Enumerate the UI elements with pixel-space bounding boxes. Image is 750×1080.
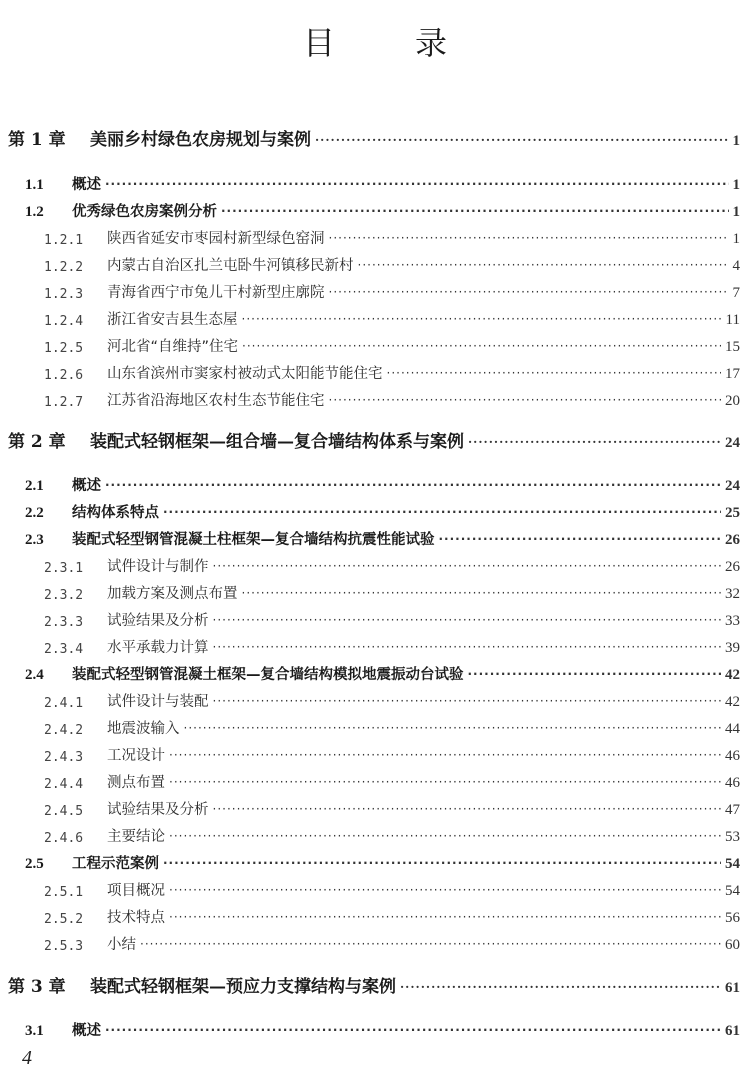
dot-leader: [400, 979, 721, 997]
toc-entry-number: 2.5: [25, 856, 44, 872]
toc-entry-page: 20: [725, 393, 740, 409]
dot-leader: [439, 531, 722, 549]
toc-entry-sub[interactable]: [0, 604, 740, 630]
toc-entry-number: 2.1: [25, 478, 44, 494]
toc-entry-page: 46: [725, 775, 740, 791]
toc-entry-sub[interactable]: [0, 631, 740, 657]
toc-entry-page: 15: [725, 339, 740, 355]
toc-entry-section[interactable]: [0, 168, 740, 194]
dot-leader: [169, 882, 721, 900]
toc-entry-number: 2.3.1: [44, 561, 84, 576]
toc-entry-section[interactable]: [0, 523, 740, 549]
toc-entry-title: 技术特点: [107, 910, 165, 926]
dot-leader: [213, 801, 722, 819]
toc-entry-title: 小结: [107, 937, 136, 953]
dot-leader: [329, 284, 729, 302]
toc-entry-sub[interactable]: [0, 793, 740, 819]
toc-entry-sub[interactable]: [0, 577, 740, 603]
toc-entry-title: 概述: [72, 1023, 101, 1039]
toc-entry-number: 2.4.3: [44, 750, 84, 765]
dot-leader: [184, 720, 722, 738]
toc-entry-title: 试件设计与制作: [107, 559, 209, 575]
page-number: 4: [22, 1047, 32, 1069]
toc-entry-chapter[interactable]: [0, 124, 740, 150]
dot-leader: [358, 257, 729, 275]
toc-entry-number: 2.2: [25, 505, 44, 521]
toc-entry-number: 2.4.4: [44, 777, 84, 792]
toc-entry-number: 1.2.2: [44, 260, 84, 275]
dot-leader: [169, 828, 721, 846]
toc-entry-page: 42: [725, 694, 740, 710]
toc-entry-page: 7: [732, 285, 740, 301]
dot-leader: [213, 558, 722, 576]
toc-entry-page: 24: [725, 478, 740, 494]
toc-entry-page: 1: [732, 133, 740, 149]
toc-entry-page: 4: [732, 258, 740, 274]
toc-entry-section[interactable]: [0, 496, 740, 522]
toc-entry-page: 25: [725, 505, 740, 521]
dot-leader: [105, 176, 729, 194]
toc-entry-number: 1.2.4: [44, 314, 84, 329]
toc-entry-page: 44: [725, 721, 740, 737]
toc-entry-title: 陕西省延安市枣园村新型绿色窑洞: [107, 231, 325, 247]
toc-entry-sub[interactable]: [0, 249, 740, 275]
toc-entry-number: 2.4: [25, 667, 44, 683]
toc-entry-number: 1.2.5: [44, 341, 84, 356]
toc-entry-sub[interactable]: [0, 303, 740, 329]
toc-entry-sub[interactable]: [0, 874, 740, 900]
toc-entry-chapter[interactable]: [0, 971, 740, 997]
toc-entry-section[interactable]: [0, 195, 740, 221]
toc-entry-title: 主要结论: [107, 829, 165, 845]
toc-entry-page: 56: [725, 910, 740, 926]
dot-leader: [387, 365, 722, 383]
toc-entry-title: 项目概况: [107, 883, 165, 899]
toc-entry-sub[interactable]: [0, 276, 740, 302]
toc-entry-title: 江苏省沿海地区农村生态节能住宅: [107, 393, 325, 409]
dot-leader: [169, 909, 721, 927]
toc-entry-number: 第 1 章: [8, 130, 66, 150]
toc-entry-title: 山东省滨州市窦家村被动式太阳能节能住宅: [107, 366, 383, 382]
dot-leader: [163, 855, 721, 873]
toc-entry-section[interactable]: [0, 847, 740, 873]
dot-leader: [468, 434, 721, 452]
toc-entry-number: 2.5.1: [44, 885, 84, 900]
toc-entry-page: 60: [725, 937, 740, 953]
toc-entry-title: 地震波输入: [107, 721, 180, 737]
toc-entry-title: 工况设计: [107, 748, 165, 764]
toc-entry-title: 结构体系特点: [72, 505, 159, 521]
toc-entry-number: 第 3 章: [8, 977, 66, 997]
toc-entry-page: 11: [725, 312, 740, 328]
toc-entry-sub[interactable]: [0, 901, 740, 927]
toc-entry-title: 概述: [72, 177, 101, 193]
toc-entry-title: 内蒙古自治区扎兰屯卧牛河镇移民新村: [107, 258, 354, 274]
toc-entry-section[interactable]: [0, 469, 740, 495]
toc-entry-number: 2.3.3: [44, 615, 84, 630]
toc-entry-number: 第 2 章: [8, 432, 66, 452]
toc-entry-chapter[interactable]: [0, 426, 740, 452]
dot-leader: [163, 504, 721, 522]
toc-entry-page: 61: [725, 1023, 740, 1039]
toc-entry-page: 54: [725, 856, 740, 872]
toc-entry-title: 测点布置: [107, 775, 165, 791]
toc-entry-section[interactable]: [0, 658, 740, 684]
toc-entry-page: 17: [725, 366, 740, 382]
toc-entry-sub[interactable]: [0, 712, 740, 738]
toc-entry-number: 2.3.2: [44, 588, 84, 603]
toc-entry-number: 2.4.6: [44, 831, 84, 846]
toc-entry-number: 2.4.1: [44, 696, 84, 711]
toc-entry-page: 47: [725, 802, 740, 818]
toc-entry-number: 2.5.3: [44, 939, 84, 954]
page-title: [0, 18, 750, 64]
page-title-char-2: 录: [415, 24, 448, 62]
toc-entry-title: 试验结果及分析: [107, 802, 209, 818]
toc-entry-title: 水平承载力计算: [107, 640, 209, 656]
toc-entry-title: 试件设计与装配: [107, 694, 209, 710]
dot-leader: [213, 612, 722, 630]
toc-entry-number: 2.4.5: [44, 804, 84, 819]
toc-entry-title: 美丽乡村绿色农房规划与案例: [90, 130, 311, 150]
dot-leader: [329, 392, 722, 410]
toc-entry-number: 2.3.4: [44, 642, 84, 657]
dot-leader: [105, 477, 721, 495]
toc-entry-title: 装配式轻钢框架—预应力支撑结构与案例: [90, 977, 396, 997]
dot-leader: [468, 666, 722, 684]
toc-entry-sub[interactable]: [0, 357, 740, 383]
toc-entry-page: 46: [725, 748, 740, 764]
toc-entry-sub[interactable]: [0, 928, 740, 954]
toc-entry-page: 33: [725, 613, 740, 629]
toc-entry-number: 1.2.7: [44, 395, 84, 410]
toc-entry-title: 试验结果及分析: [107, 613, 209, 629]
dot-leader: [169, 774, 721, 792]
toc-entry-title: 河北省“自维持”住宅: [107, 339, 239, 355]
toc-entry-number: 1.2.3: [44, 287, 84, 302]
toc-entry-number: 2.5.2: [44, 912, 84, 927]
dot-leader: [242, 338, 721, 356]
toc-entry-number: 1.2.6: [44, 368, 84, 383]
toc-entry-number: 3.1: [25, 1023, 44, 1039]
toc-entry-title: 加载方案及测点布置: [107, 586, 238, 602]
toc-entry-section[interactable]: [0, 1014, 740, 1040]
toc-entry-sub[interactable]: [0, 820, 740, 846]
dot-leader: [221, 203, 729, 221]
toc-entry-page: 54: [725, 883, 740, 899]
toc-entry-page: 1: [732, 231, 740, 247]
toc-entry-sub[interactable]: [0, 330, 740, 356]
dot-leader: [213, 639, 722, 657]
toc-entry-title: 概述: [72, 478, 101, 494]
dot-leader: [329, 230, 729, 248]
toc-entry-number: 1.2.1: [44, 233, 84, 248]
toc-entry-title: 装配式轻型钢管混凝土柱框架—复合墙结构抗震性能试验: [72, 532, 435, 548]
toc-entry-number: 1.1: [25, 177, 44, 193]
dot-leader: [105, 1022, 721, 1040]
toc-entry-page: 24: [725, 435, 740, 451]
page-title-char-1: 目: [302, 24, 335, 62]
dot-leader: [213, 693, 722, 711]
toc-entry-page: 32: [725, 586, 740, 602]
toc-entry-number: 2.4.2: [44, 723, 84, 738]
toc-entry-sub[interactable]: [0, 222, 740, 248]
dot-leader: [315, 132, 729, 150]
toc-entry-sub[interactable]: [0, 550, 740, 576]
toc-entry-title: 装配式轻型钢管混凝土框架—复合墙结构模拟地震振动台试验: [72, 667, 464, 683]
toc-entry-page: 1: [732, 204, 740, 220]
toc-entry-number: 2.3: [25, 532, 44, 548]
toc-entry-title: 青海省西宁市兔儿干村新型庄廓院: [107, 285, 325, 301]
dot-leader: [169, 747, 721, 765]
dot-leader: [140, 936, 721, 954]
toc-entry-title: 优秀绿色农房案例分析: [72, 204, 217, 220]
toc-entry-page: 53: [725, 829, 740, 845]
toc-entry-sub[interactable]: [0, 739, 740, 765]
toc-entry-page: 26: [725, 559, 740, 575]
dot-leader: [242, 311, 722, 329]
toc-entry-page: 26: [725, 532, 740, 548]
toc-entry-page: 42: [725, 667, 740, 683]
toc-entry-sub[interactable]: [0, 384, 740, 410]
toc-entry-title: 浙江省安吉县生态屋: [107, 312, 238, 328]
toc-entry-sub[interactable]: [0, 685, 740, 711]
toc-entry-title: 工程示范案例: [72, 856, 159, 872]
toc-entry-page: 39: [725, 640, 740, 656]
dot-leader: [242, 585, 722, 603]
toc-entry-title: 装配式轻钢框架—组合墙—复合墙结构体系与案例: [90, 432, 464, 452]
toc-entry-page: 1: [732, 177, 740, 193]
toc-entry-sub[interactable]: [0, 766, 740, 792]
toc-entry-number: 1.2: [25, 204, 44, 220]
toc-entry-page: 61: [725, 980, 740, 996]
